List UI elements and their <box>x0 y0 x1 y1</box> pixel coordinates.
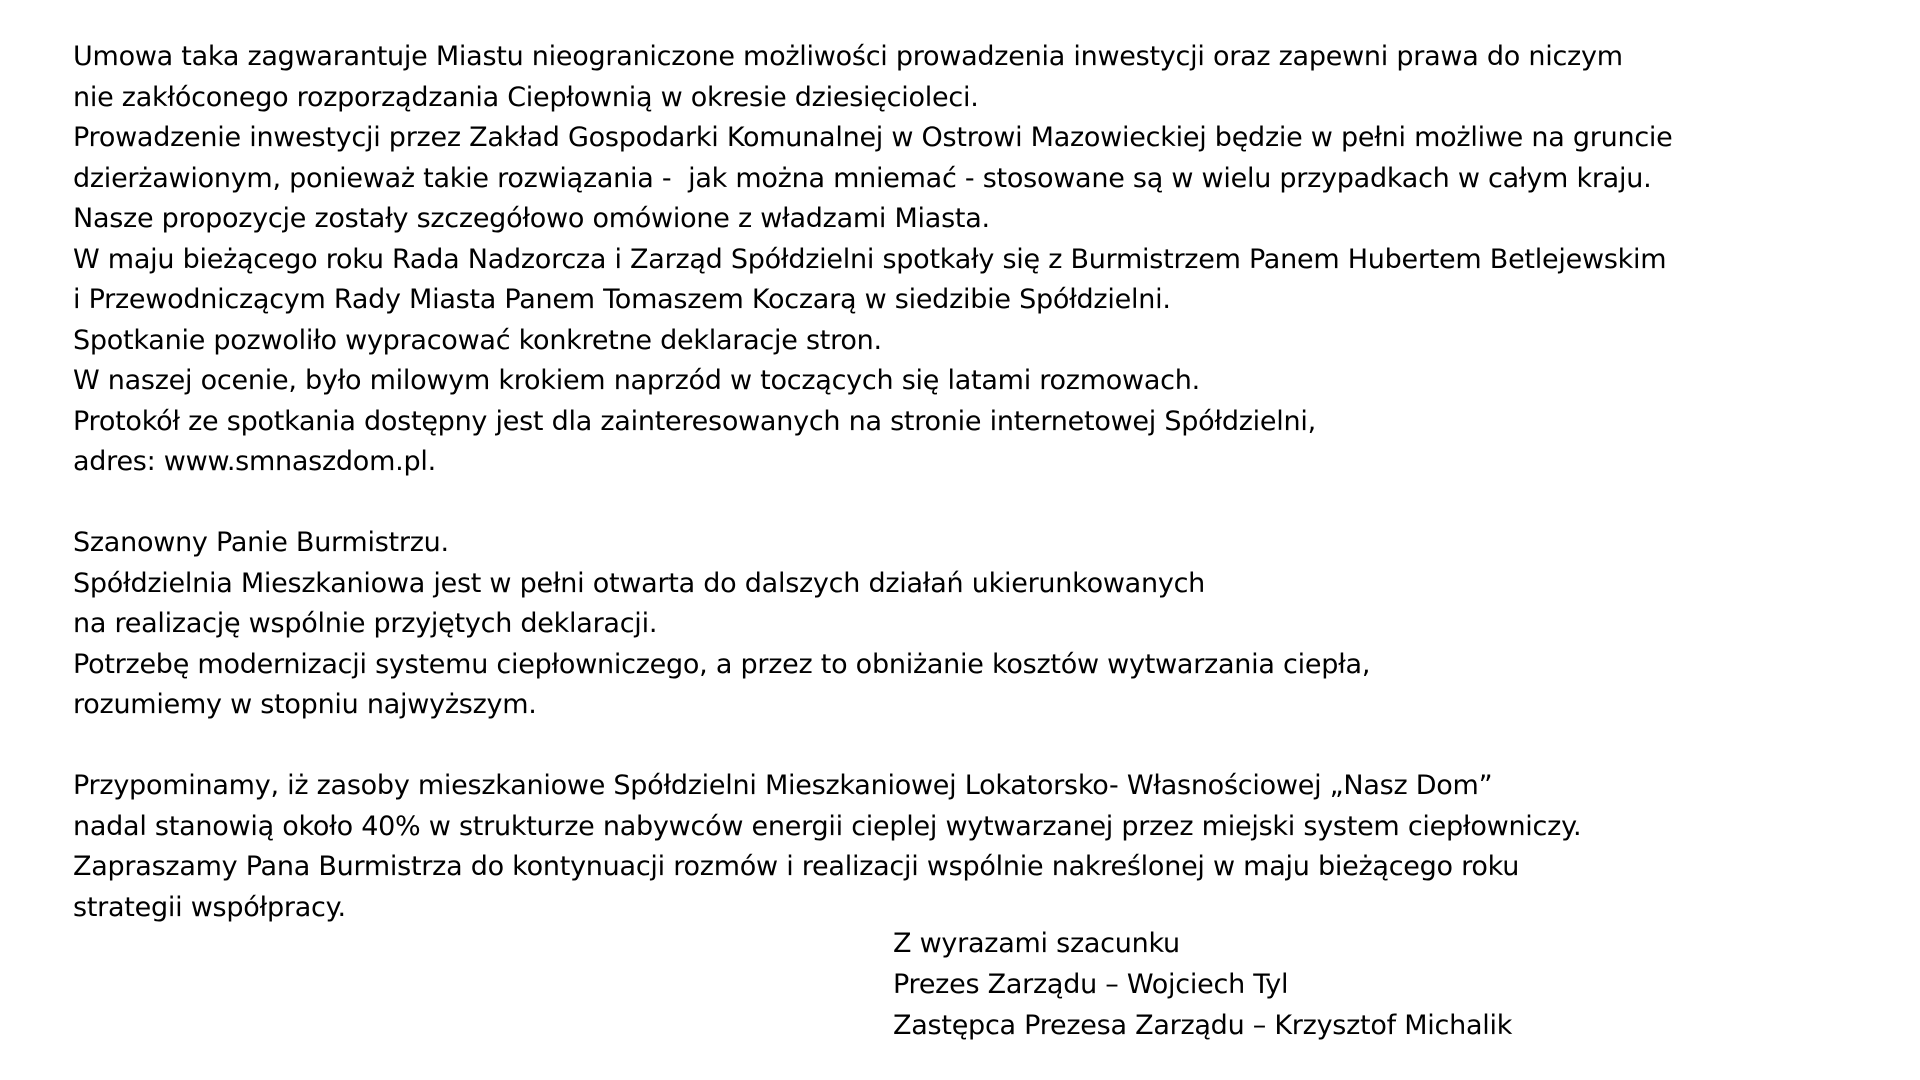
closing-line: Z wyrazami szacunku <box>893 928 1180 959</box>
signatory-president: Prezes Zarządu – Wojciech Tyl <box>893 969 1289 1000</box>
paragraph-spacer <box>73 483 1893 524</box>
paragraph-invitation <box>73 766 1893 928</box>
paragraph-spacer <box>73 726 1893 767</box>
text-line: Zapraszamy Pana Burmistrza do kontynuacji rozmów i realizacji wspólnie nakreślonej w maju bieżącego roku <box>73 851 1520 882</box>
paragraph-investment <box>73 37 1893 483</box>
text-line: Prowadzenie inwestycji przez Zakład Gospodarki Komunalnej w Ostrowi Mazowieckiej będzie w pełni możliwe na gruncie <box>73 122 1673 153</box>
text-line: i Przewodniczącym Rady Miasta Panem Tomaszem Koczarą w siedzibie Spółdzielni. <box>73 284 1171 315</box>
website-address-line: adres: www.smnaszdom.pl. <box>73 446 436 477</box>
text-line: Spotkanie pozwoliło wypracować konkretne deklaracje stron. <box>73 324 882 356</box>
text-line: W maju bieżącego roku Rada Nadzorcza i Zarząd Spółdzielni spotkały się z Burmistrzem Panem Hubertem Betlejewskim <box>73 243 1667 275</box>
signatory-vice-president: Zastępca Prezesa Zarządu – Krzysztof Michalik <box>893 1010 1513 1041</box>
text-line: rozumiemy w stopniu najwyższym. <box>73 689 537 720</box>
salutation-line: Szanowny Panie Burmistrzu. <box>73 527 449 558</box>
signature-block <box>893 923 1512 1046</box>
text-line: Potrzebę modernizacji systemu ciepłowniczego, a przez to obniżanie kosztów wytwarzania ciepła, <box>73 648 1371 680</box>
text-line: Spółdzielnia Mieszkaniowa jest w pełni otwarta do dalszych działań ukierunkowanych <box>73 567 1206 599</box>
text-line: Umowa taka zagwarantuje Miastu nieograniczone możliwości prowadzenia inwestycji oraz zapewni prawa do niczym <box>73 41 1623 72</box>
text-line: strategii współpracy. <box>73 891 346 923</box>
text-line: nadal stanowią około 40% w strukturze nabywców energii cieplej wytwarzanej przez miejski system ciepłowniczy. <box>73 810 1582 842</box>
text-line: na realizację wspólnie przyjętych deklaracji. <box>73 608 658 639</box>
text-line: Przypominamy, iż zasoby mieszkaniowe Spółdzielni Mieszkaniowej Lokatorsko- Własnościowej „Nasz Dom” <box>73 770 1493 801</box>
text-line: Nasze propozycje zostały szczegółowo omówione z władzami Miasta. <box>73 203 990 234</box>
letter-body <box>73 37 1893 928</box>
text-line: Protokół ze spotkania dostępny jest dla zainteresowanych na stronie internetowej Spółdzielni, <box>73 405 1316 437</box>
text-line: dzierżawionym, ponieważ takie rozwiązania - jak można mniemać - stosowane są w wielu przypadkach w całym kraju. <box>73 162 1652 194</box>
text-line: nie zakłóconego rozporządzania Ciepłownią w okresie dziesięcioleci. <box>73 81 979 113</box>
text-line: W naszej ocenie, było milowym krokiem naprzód w toczących się latami rozmowach. <box>73 365 1200 396</box>
paragraph-mayor-address <box>73 523 1893 726</box>
